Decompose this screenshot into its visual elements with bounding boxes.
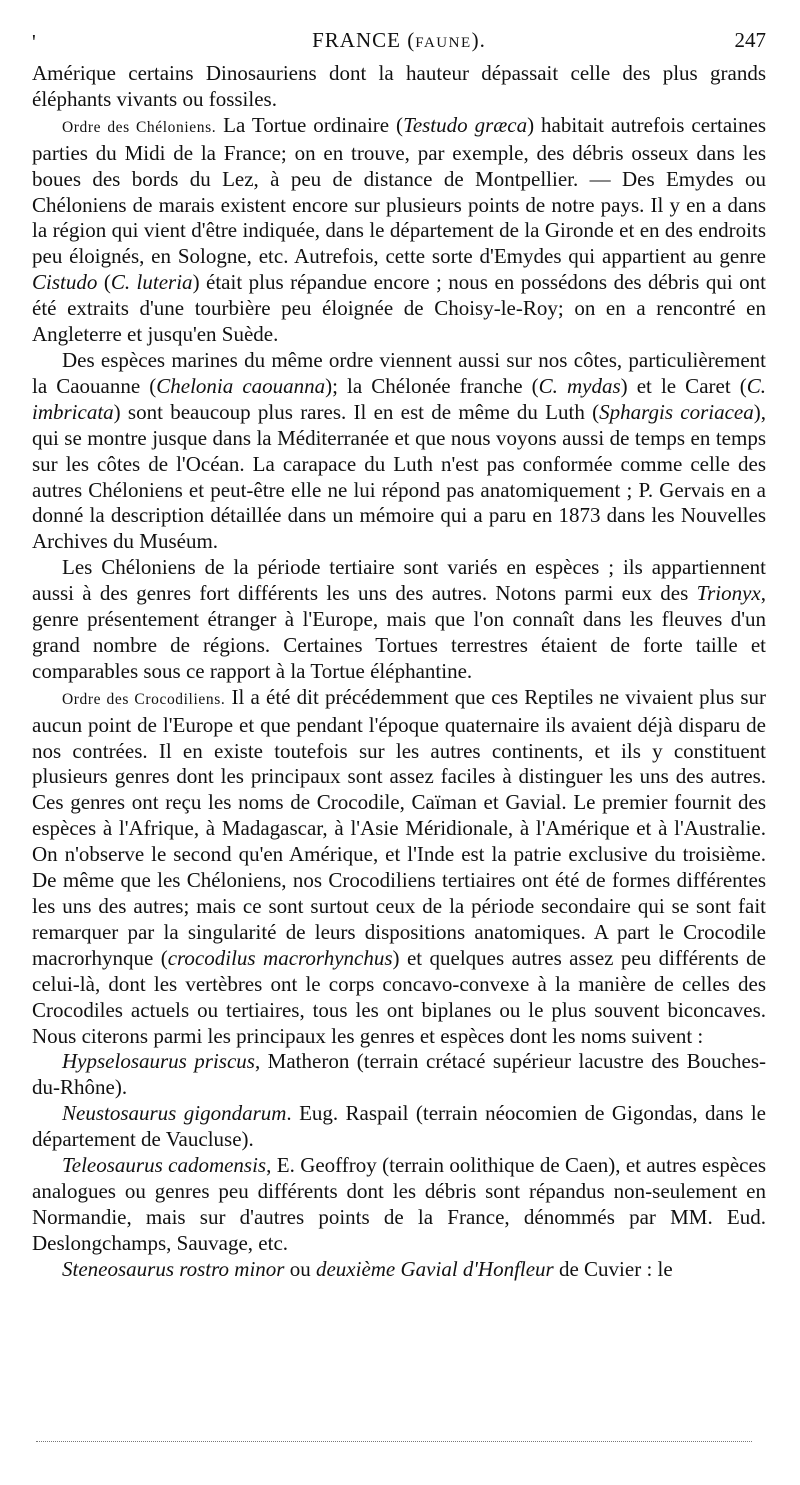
species-name: C. luteria bbox=[110, 270, 193, 295]
genus-name: Cistudo bbox=[32, 270, 98, 295]
species-entry-teleosaurus: Teleosaurus cadomensis, E. Geoffroy (terrain oolithique de Caen), et autres espèces analogues ou genres peu différents dont les débris sont répandus non-seulement en Normandie, mais sur d'autres points de la France, dénommés par MM. Eud. Deslongchamps, Sauvage, etc. bbox=[32, 1153, 766, 1255]
page-number: 247 bbox=[734, 28, 766, 52]
section-heading-cheloniens: Ordre des Chéloniens. bbox=[62, 118, 217, 136]
species-name: deuxième Gavial d'Honfleur bbox=[315, 1256, 554, 1281]
species-entry-hypselosaurus: Hypselosaurus priscus, Matheron (terrain crétacé supérieur lacustre des Bouches-du-Rhône). bbox=[32, 1049, 766, 1100]
species-name: Hypselosaurus priscus bbox=[62, 1049, 255, 1074]
species-name: Testudo græca bbox=[403, 112, 528, 137]
species-name: Teleosaurus cadomensis bbox=[62, 1153, 267, 1178]
species-entry-neustosaurus: Neustosaurus gigondarum. Eug. Raspail (terrain néocomien de Gigondas, dans le département de Vaucluse). bbox=[32, 1101, 766, 1152]
paragraph-crocodiliens: Ordre des Crocodiliens. Il a été dit précédemment que ces Reptiles ne vivaient plus sur aucun point de l'Europe et que pendant l'époque quaternaire ils avaient déjà disparu de nos contrées. Il en existe toutefois sur les autres continents, et ils y constituent plusieurs genres dont les principaux sont assez faciles à distinguer les uns des autres. Ces genres ont reçu les noms de Crocodile, Caïman et Gavial. Le premier fournit des espèces à l'Afrique, à Madagascar, à l'Asie Méridionale, à l'Amérique et à l'Australie. On n'observe le second qu'en Amérique, et l'Inde est la patrie exclusive du troisième. De même que les Chéloniens, nos Crocodiliens tertiaires ont été de formes différentes les uns des autres; mais ce sont surtout ceux de la période secondaire qui se sont fait remarquer par la singularité de leurs dispositions anatomiques. A part le Crocodile macrorhynque (crocodilus macrorhynchus) et quelques autres assez peu différents de celui-là, dont les vertèbres ont le corps concavo-convexe à la manière de celles des Crocodiles actuels ou tertiaires, tous les ont biplanes ou le plus souvent biconcaves. Nous citerons parmi les principaux les genres et espèces dont les noms suivent : bbox=[32, 684, 766, 1048]
species-entry-steneosaurus: Steneosaurus rostro minor ou deuxième Gavial d'Honfleur de Cuvier : le bbox=[62, 1256, 673, 1281]
species-name: Chelonia caouanna bbox=[156, 373, 326, 398]
running-header bbox=[32, 28, 766, 58]
paragraph-marine-species: Des espèces marines du même ordre viennent aussi sur nos côtes, particulièrement la Caouanne (Chelonia caouanna); la Chélonée franche (C. mydas) et le Caret (C. imbricata) sont beaucoup plus rares. Il en est de même du Luth (Sphargis coriacea), qui se montre jusque dans la Méditerranée et que nous voyons aussi de temps en temps sur les côtes de l'Océan. La carapace du Luth n'est pas conformée comme celle des autres Chéloniens et peut-être elle ne lui répond pas anatomiquement ; P. Gervais en a donné la description détaillée dans un mémoire qui a paru en 1873 dans les Nouvelles Archives du Muséum. bbox=[32, 347, 766, 554]
footer-dotted-rule bbox=[36, 1441, 752, 1442]
species-name: Steneosaurus rostro minor bbox=[62, 1256, 285, 1281]
body-text bbox=[32, 61, 766, 1283]
paragraph-cheloniens: Ordre des Chéloniens. La Tortue ordinaire (Testudo græca) habitait autrefois certaines parties du Midi de la France; on en trouve, par exemple, des débris osseux dans les boues des bords du Lez, à peu de distance de Montpellier. — Des Emydes ou Chéloniens de marais existent encore sur plusieurs points de notre pays. Il y en a dans la région qui vient d'être indiquée, dans le département de la Gironde et en des endroits peu éloignés, en Sologne, etc. Autrefois, cette sorte d'Emydes qui appartient au genre Cistudo (C. luteria) était plus répandue encore ; nous en possédons des débris qui ont été extraits d'une tourbière peu éloignée de Choisy-le-Roy; on en a rencontré en Angleterre et jusqu'en Suède. bbox=[32, 112, 766, 347]
paragraph-tertiary-cheloniens: Les Chéloniens de la période tertiaire sont variés en espèces ; ils appartiennent aussi à des genres fort différents les uns des autres. Notons parmi eux des Trionyx, genre présentement étranger à l'Europe, mais que l'on connaît dans les fleuves d'un grand nombre de régions. Certaines Tortues terrestres étaient de forte taille et comparables sous ce rapport à la Tortue éléphantine. bbox=[32, 555, 766, 683]
section-heading-crocodiliens: Ordre des Crocodiliens. bbox=[62, 690, 226, 708]
paragraph-dinosaurs: Amérique certains Dinosauriens dont la hauteur dépassait celle des plus grands éléphants vivants ou fossiles. bbox=[32, 61, 766, 111]
species-name: C. imbricata bbox=[32, 373, 766, 424]
species-name: Neustosaurus gigondarum bbox=[62, 1101, 287, 1126]
running-title: FRANCE (FAUNE). bbox=[312, 28, 486, 52]
species-name: Sphargis coriacea bbox=[599, 399, 754, 424]
species-name: C. mydas bbox=[538, 373, 621, 398]
header-mark: ' bbox=[32, 30, 36, 54]
genus-name: Trionyx bbox=[696, 581, 761, 606]
species-name: crocodilus macrorhynchus bbox=[167, 945, 393, 970]
